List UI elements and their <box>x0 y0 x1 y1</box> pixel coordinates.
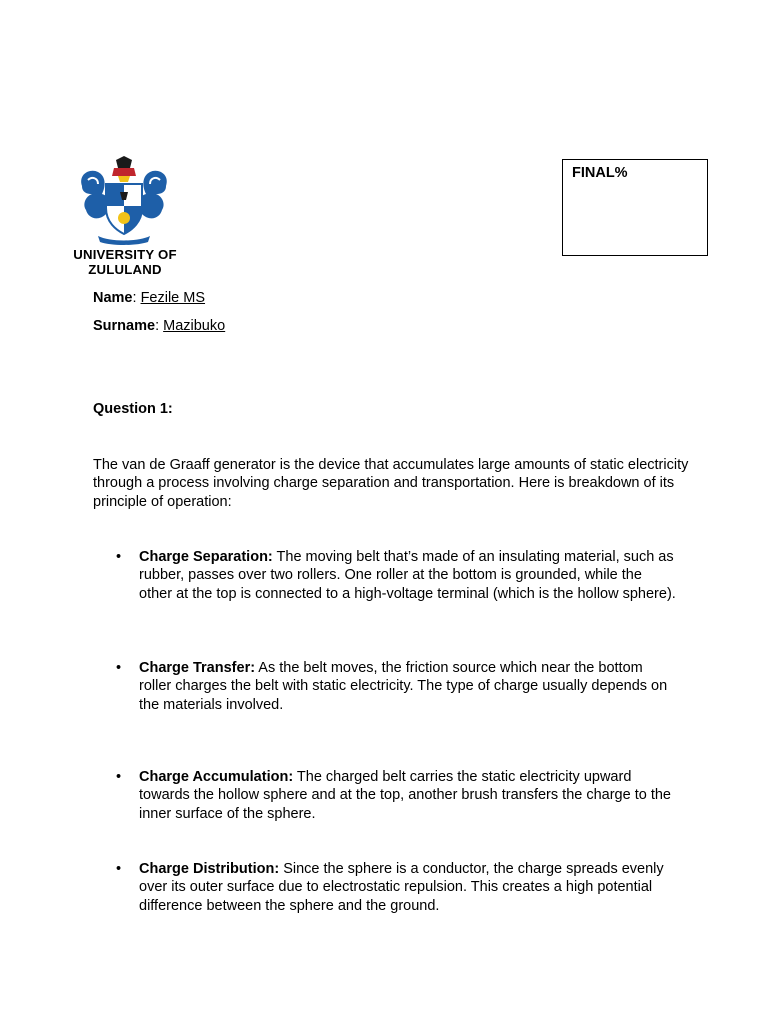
bullet-text: As the belt moves, the friction source which near the bottom roller charges the belt with static electricity. The type of charge usually depends on the materials involved. <box>139 660 668 713</box>
bullet-text: Since the sphere is a conductor, the charge spreads evenly over its outer surface due to electrostatic repulsion. This creates a high potential difference between the sphere and the ground. <box>139 861 664 914</box>
name-label: Name <box>93 290 133 306</box>
list-item <box>116 768 676 823</box>
final-score-label: FINAL% <box>572 165 628 181</box>
name-value: Fezile MS <box>140 290 206 306</box>
list-item <box>116 548 676 603</box>
university-logo <box>62 156 188 278</box>
surname-field: Surname: Mazibuko <box>93 318 226 334</box>
university-name-line2: ZULULAND <box>88 261 162 277</box>
bullet-icon: • <box>116 549 122 565</box>
list-item <box>116 659 676 714</box>
bullet-heading: Charge Separation: <box>139 549 273 565</box>
bullet-text: The moving belt that’s made of an insulating material, such as rubber, passes over two rollers. One roller at the bottom is grounded, while the other at the top is connected to a high-voltage terminal (which is the hollow sphere). <box>139 549 676 602</box>
bullet-heading: Charge Distribution: <box>139 861 280 877</box>
bullet-heading: Charge Transfer: <box>139 660 256 676</box>
bullet-icon: • <box>116 660 122 676</box>
university-crest-icon <box>76 156 172 246</box>
final-score-box <box>562 159 708 256</box>
bullet-text: The charged belt carries the static electricity upward towards the hollow sphere and at the top, another brush transfers the charge to the inner surface of the sphere. <box>139 769 671 822</box>
bullet-icon: • <box>116 861 122 877</box>
surname-value: Mazibuko <box>163 318 226 334</box>
question-intro: The van de Graaff generator is the device that accumulates large amounts of static electricity through a process involving charge separation and transportation. Here is breakdown of its principle of operation: <box>93 457 689 510</box>
bullet-icon: • <box>116 769 122 785</box>
university-name-line1: UNIVERSITY OF <box>73 247 177 262</box>
list-item <box>116 860 676 915</box>
question-title: Question 1: <box>93 401 173 417</box>
surname-label: Surname <box>93 318 156 334</box>
name-field: Name: Fezile MS <box>93 290 206 306</box>
bullet-heading: Charge Accumulation: <box>139 769 294 785</box>
university-name <box>62 248 188 277</box>
